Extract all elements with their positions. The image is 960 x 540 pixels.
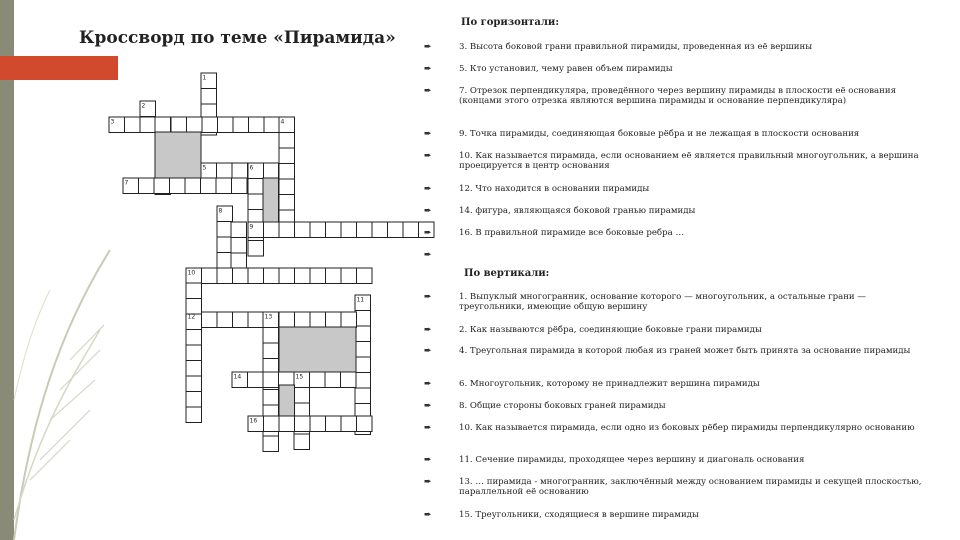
arrow-bullet-icon: ➨	[424, 206, 432, 216]
clues-panel: По горизонтали: ➨ 3. Высота боковой грани правильной пирамиды, проведенная из её вершины ➨ 5. Кто установил, чему равен объем пирамиды ➨ 7. Отрезок перпендикуляра, проведённого через вершину пирамиды в плоскости её основания (концами этого отрезка являются вершина пирамиды и основание перпендикуляра) ➨ 9. Точка пирамиды, соединяющая боковые рёбра и не лежащая в плоскости основания ➨ 10. Как называется пирамида, если основанием её является правильный многоугольник, а вершина проецируется в центр основания ➨ 12. Что находится в основании пирамиды ➨ 14. фигура, являющаяся боковой гранью пирамиды ➨ 16. В правильной пирамиде все боковые ребра … ➨ По вертикали: ➨ 1. Выпуклый многогранник, основание которого — многоугольник, а остальные грани — треугольники, имеющие общую вершину ➨ 2. Как называются рёбра, соединяющие боковые грани пирамиды ➨ 4. Треугольная пирамида в которой любая из граней может быть принята за основание пирамиды ➨ 6. Многоугольник, которому не принадлежит вершина пирамиды ➨ 8. Общие стороны боковых граней пирамиды ➨ 10. Как называется пирамида, если одно из боковых рёбер пирамиды перпендикулярно основанию ➨ 11. Сечение пирамиды, проходящее через вершину и диагональ основания ➨ 13. … пирамида - многогранник, заключённый между основанием пирамиды и секущей плоскостью, параллельной её основанию ➨ 15. Треугольники, сходящиеся в вершине пирамиды	[424, 17, 922, 520]
crossword-clue-number: 16	[249, 417, 258, 425]
arrow-bullet-icon: ➨	[424, 228, 432, 238]
crossword-cell	[310, 312, 326, 328]
page-title: Кроссворд по теме «Пирамида»	[79, 28, 396, 48]
arrow-bullet-icon: ➨	[424, 129, 432, 139]
crossword-cell	[187, 117, 203, 133]
crossword-cell	[355, 388, 371, 404]
crossword-cell	[264, 222, 280, 238]
crossword-cell	[341, 372, 357, 388]
crossword-cell	[310, 416, 326, 432]
arrow-bullet-icon: ➨	[424, 42, 432, 52]
crossword-cell	[403, 222, 419, 238]
crossword-cell	[341, 268, 357, 284]
horizontal-heading: По горизонтали:	[461, 17, 560, 28]
crossword-cell	[185, 178, 201, 194]
crossword-cell	[264, 268, 280, 284]
crossword-clue-number: 5	[202, 164, 207, 172]
crossword-cell	[310, 372, 326, 388]
crossword-cell	[279, 312, 295, 328]
crossword-clue-number: 10	[187, 269, 196, 277]
crossword-cell	[326, 268, 342, 284]
crossword-cell	[355, 342, 371, 358]
arrow-bullet-icon: ➨	[424, 250, 432, 260]
crossword-cell	[294, 434, 310, 450]
crossword-cell	[279, 179, 295, 195]
crossword-cell	[248, 194, 264, 210]
crossword-clue-number: 2	[141, 102, 146, 110]
arrow-bullet-icon: ➨	[424, 151, 432, 161]
crossword-cell	[233, 268, 249, 284]
crossword-cell	[217, 268, 233, 284]
crossword-cell	[248, 241, 264, 257]
crossword-shaded-block	[279, 327, 356, 372]
crossword-cell	[310, 268, 326, 284]
crossword-cell	[216, 178, 232, 194]
arrow-bullet-icon: ➨	[424, 455, 432, 465]
crossword-cell	[233, 312, 249, 328]
crossword-clue-number: 6	[249, 164, 254, 172]
crossword-cell	[217, 237, 233, 253]
arrow-bullet-icon: ➨	[424, 64, 432, 74]
crossword-cell	[388, 222, 404, 238]
crossword-cell	[171, 117, 187, 133]
crossword-clue-number: 12	[187, 313, 196, 321]
crossword-shaded-block	[279, 385, 295, 416]
crossword-cell	[186, 361, 202, 377]
crossword-cell	[139, 178, 155, 194]
crossword-cell	[202, 268, 218, 284]
crossword-cell	[355, 326, 371, 342]
crossword-clue-number: 9	[249, 223, 254, 231]
crossword-cell	[217, 253, 233, 269]
crossword-cell	[341, 222, 357, 238]
crossword-cell	[217, 222, 233, 238]
crossword-cell	[372, 222, 388, 238]
crossword-cell	[341, 416, 357, 432]
crossword-cell	[295, 416, 311, 432]
crossword-cell	[186, 283, 202, 299]
crossword-cell	[325, 372, 341, 388]
crossword-cell	[154, 178, 170, 194]
crossword-cell	[295, 222, 311, 238]
crossword-cell	[310, 222, 326, 238]
crossword-cell	[326, 222, 342, 238]
crossword-cell	[202, 312, 218, 328]
crossword-cell	[186, 376, 202, 392]
crossword-cell	[279, 268, 295, 284]
crossword-cell	[231, 222, 247, 238]
crossword-cell	[170, 178, 186, 194]
crossword-cell	[279, 148, 295, 164]
crossword-cell	[201, 89, 217, 105]
arrow-bullet-icon: ➨	[424, 477, 432, 487]
arrow-bullet-icon: ➨	[424, 86, 432, 96]
crossword-cell	[218, 117, 234, 133]
crossword-cell	[231, 253, 247, 269]
crossword-cell	[295, 268, 311, 284]
crossword-cell	[357, 416, 373, 432]
crossword-cell	[140, 117, 156, 133]
crossword-cell	[341, 312, 357, 328]
crossword-cell	[295, 312, 311, 328]
crossword-cell	[217, 163, 233, 179]
crossword-cell	[355, 311, 371, 327]
arrow-bullet-icon: ➨	[424, 346, 432, 356]
crossword-cell	[279, 133, 295, 149]
crossword-cell	[279, 416, 295, 432]
crossword-clue-number: 11	[356, 296, 365, 304]
crossword-clue-number: 7	[124, 179, 129, 187]
crossword-cell	[263, 436, 279, 452]
crossword-cell	[263, 343, 279, 359]
arrow-bullet-icon: ➨	[424, 184, 432, 194]
crossword-cell	[355, 373, 371, 389]
crossword-cell	[186, 330, 202, 346]
crossword-cell	[355, 357, 371, 373]
crossword-cell	[201, 178, 217, 194]
crossword-cell	[249, 117, 265, 133]
crossword-clue-number: 3	[110, 118, 115, 126]
arrow-bullet-icon: ➨	[424, 325, 432, 335]
crossword-cell	[186, 299, 202, 315]
crossword-cell	[155, 117, 171, 133]
crossword-clue-number: 4	[280, 118, 285, 126]
crossword-cell	[186, 392, 202, 408]
vertical-heading: По вертикали:	[464, 268, 550, 279]
crossword-clue-number: 1	[202, 74, 207, 82]
crossword-cell	[232, 163, 248, 179]
crossword-cell	[263, 372, 279, 388]
crossword-cell	[202, 117, 218, 133]
crossword-shaded-block	[263, 178, 279, 222]
arrow-bullet-icon: ➨	[424, 423, 432, 433]
crossword-cell	[357, 268, 373, 284]
crossword-cell	[326, 416, 342, 432]
crossword-clue-number: 13	[264, 313, 273, 321]
crossword-cell	[248, 372, 264, 388]
crossword-cell	[279, 195, 295, 211]
crossword-cell	[263, 163, 279, 179]
arrow-bullet-icon: ➨	[424, 379, 432, 389]
crossword-cell	[263, 328, 279, 344]
arrow-bullet-icon: ➨	[424, 510, 432, 520]
crossword-cell	[186, 345, 202, 361]
crossword-clue-number: 14	[233, 373, 242, 381]
crossword-cell	[264, 117, 280, 133]
crossword-cell	[231, 238, 247, 254]
crossword-clue-number: 15	[295, 373, 304, 381]
arrow-bullet-icon: ➨	[424, 292, 432, 302]
crossword-cell	[125, 117, 141, 133]
crossword-cell	[263, 390, 279, 406]
crossword-cell	[248, 179, 264, 195]
crossword-cell	[186, 407, 202, 423]
crossword-shaded-block	[155, 132, 201, 178]
crossword-cell	[233, 117, 249, 133]
crossword-clue-number: 8	[218, 207, 223, 215]
arrow-bullet-icon: ➨	[424, 401, 432, 411]
crossword-cell	[264, 416, 280, 432]
crossword-cell	[217, 312, 233, 328]
crossword-cell	[279, 222, 295, 238]
crossword-cell	[248, 312, 264, 328]
crossword-cell	[326, 312, 342, 328]
crossword-cell	[357, 222, 373, 238]
crossword-cell	[294, 388, 310, 404]
crossword-cell	[279, 164, 295, 180]
crossword-cell	[232, 178, 248, 194]
crossword-cell	[248, 268, 264, 284]
